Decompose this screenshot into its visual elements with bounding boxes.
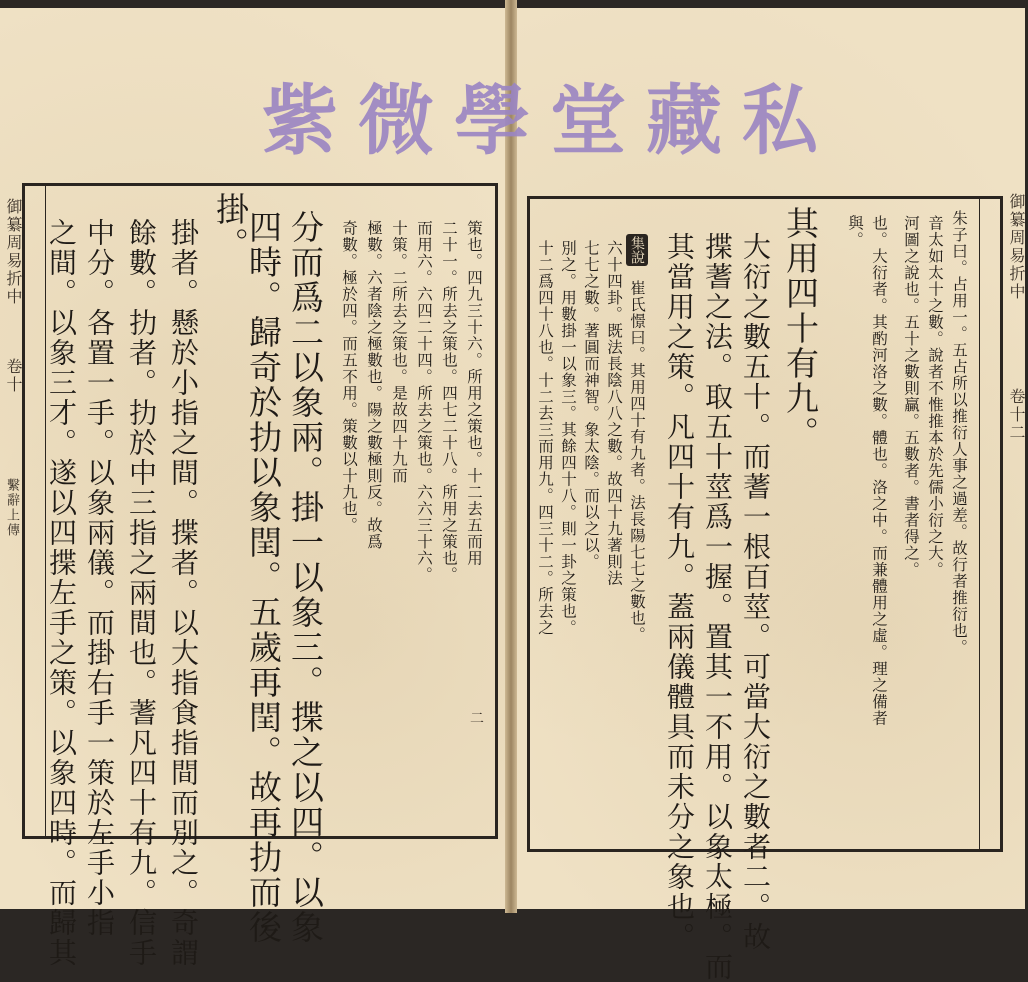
- right-main-col-1: 大衍之數五十。而蓍一根百莖。可當大衍之數者二。故: [739, 232, 772, 952]
- left-lower-col-3: 中分。各置一手。以象兩儀。而掛右手一策於左手小指: [83, 218, 116, 938]
- left-lower-col-1: 掛者。懸於小指之間。揲者。以大指食指間而別之。奇謂: [167, 218, 200, 968]
- left-small-col-2: 二十一。所去之策也。四七二十八。所用之策也。: [440, 220, 458, 583]
- left-lower-col-4: 之間。以象三才。遂以四揲左手之策。以象四時。而歸其: [45, 218, 78, 968]
- left-small-col-6: 奇數。極於四。而五不用。策數以十九也。: [340, 220, 358, 534]
- left-margin-volume: 卷十: [4, 358, 23, 394]
- right-commentary-col-5: 與。: [846, 215, 864, 248]
- left-main-col-2: 四時。歸奇於扐以象閏。五歲再閏。故再扐而後: [244, 210, 283, 945]
- right-commentary-col-4: 也。大衍者。其酌河洛之數。體也。洛之中。而兼體用之虛。理之備者: [870, 215, 888, 727]
- left-page-number: 二: [470, 711, 484, 727]
- right-small-col-5: 十二爲四十八也。十二去三而用九。四三十二。所去之: [536, 240, 554, 636]
- left-main-col-1: 分而爲二以象兩。掛一以象三。揲之以四。以象: [286, 210, 325, 945]
- right-small-col-1: 崔氏憬曰。其用四十有九者。法長陽七七之數也。: [628, 280, 646, 643]
- right-small-col-4: 別之。用數掛一以象三。其餘四十八。則一卦之策也。: [559, 240, 577, 636]
- left-margin-title: 御纂周易折中: [4, 198, 23, 306]
- left-lower-col-2: 餘數。扐者。扐於中三指之兩間也。蓍凡四十有九。信手: [125, 218, 158, 968]
- right-heading: 其用四十有九。: [781, 206, 820, 451]
- right-commentary-col-3: 河圖之說也。五十之數則贏。五數者。書者得之。: [902, 215, 920, 578]
- right-margin-title: 御纂周易折中: [1007, 193, 1026, 301]
- right-margin-volume: 卷十二: [1007, 388, 1026, 442]
- collected-commentary-badge: 集說: [626, 234, 648, 266]
- right-small-col-3: 七七之數。著圓而神智。象太陰。而以之以。: [582, 240, 600, 570]
- left-small-col-1: 策也。四九三十六。所用之策也。十二去五而用: [465, 220, 483, 567]
- left-small-col-5: 極數。六者陰之極數也。陽之數極則反。故爲: [365, 220, 383, 550]
- right-main-col-2: 揲蓍之法。取五十莖爲一握。置其一不用。以象太極。而: [701, 232, 734, 982]
- left-small-col-4: 十策。二所去之策也。是故四十九而: [390, 220, 408, 484]
- right-small-col-2: 六十四卦。既法長陰八八之數。故四十九著則法: [605, 240, 623, 587]
- left-margin-label: 繫辭上傳: [4, 478, 19, 538]
- right-commentary-col-1: 朱子曰。占用一。五占所以推衍人事之過差。故行者推衍也。: [950, 210, 968, 656]
- right-commentary-col-2: 音太如太十之數。說者不惟推本於先儒小衍之大。: [926, 215, 944, 578]
- left-heading: 掛。: [211, 192, 250, 262]
- collector-stamp: 紫微學堂藏私: [262, 76, 838, 165]
- left-small-col-3: 而用六。六四二十四。所去之策也。六六三十六。: [415, 220, 433, 583]
- right-main-col-3: 其當用之策。凡四十有九。蓋兩儀體具而未分之象也。: [663, 232, 696, 952]
